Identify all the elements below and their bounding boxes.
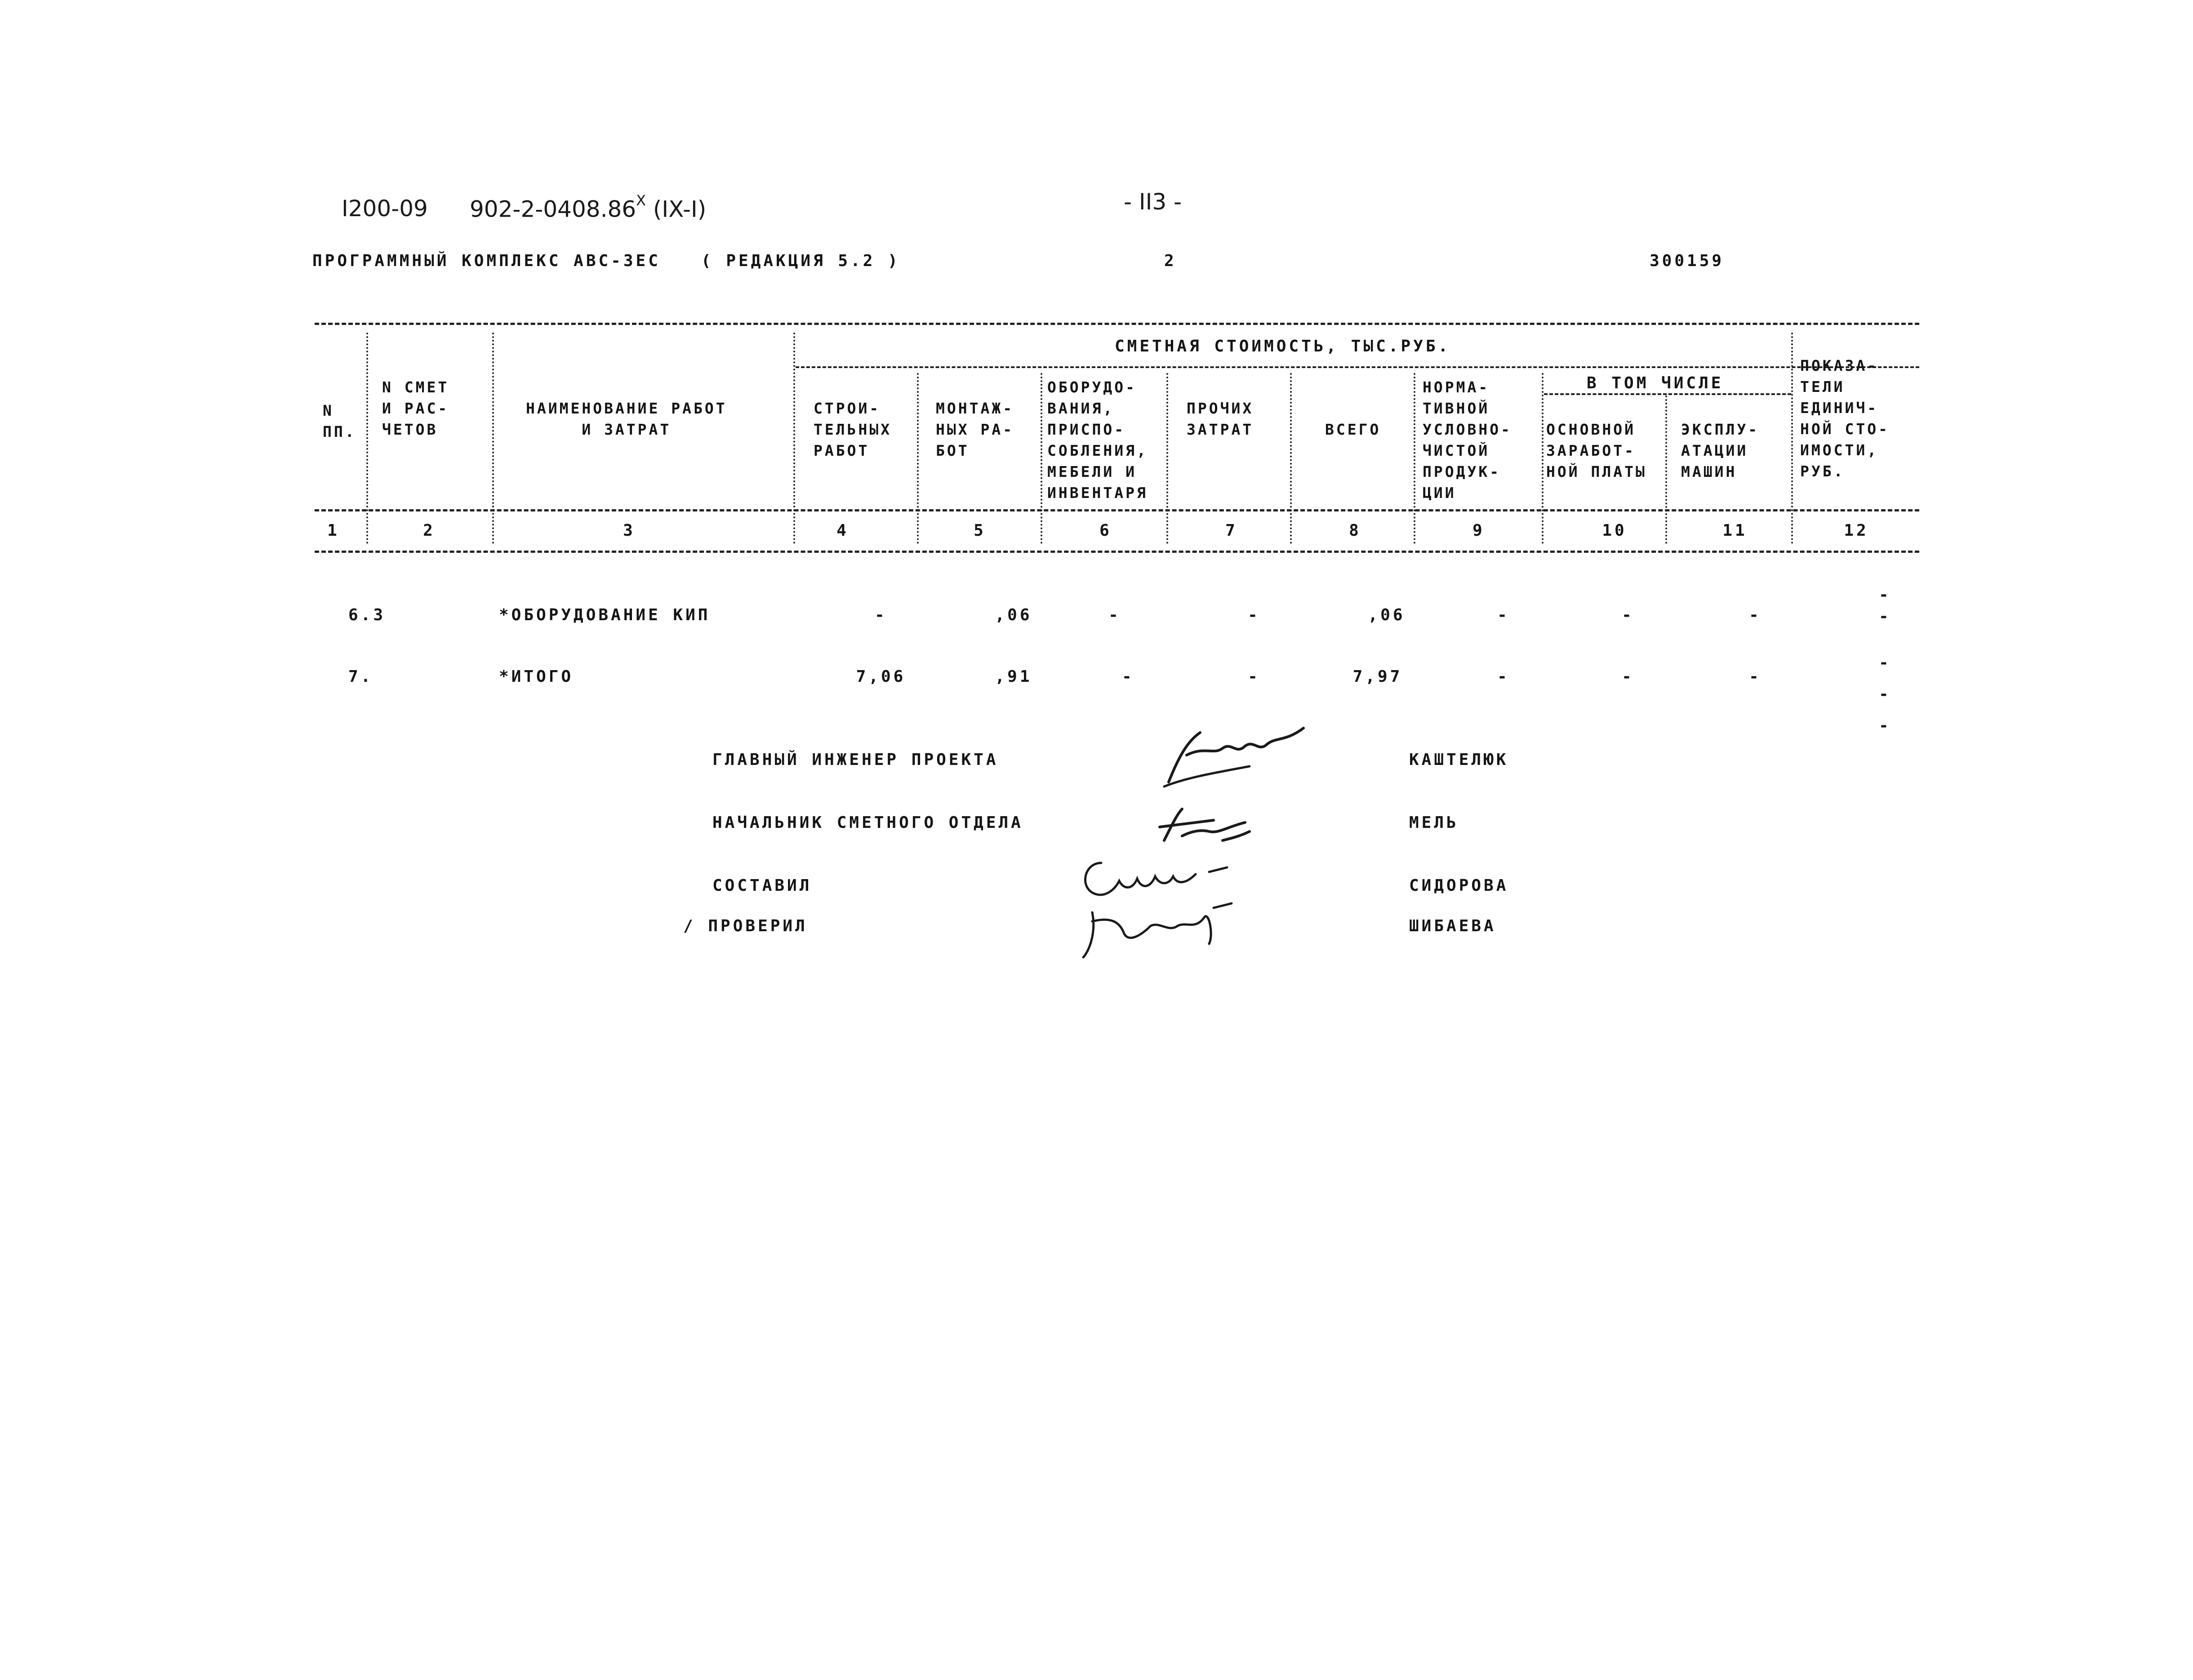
col-header-7: ПРОЧИХ ЗАТРАТ [1187, 400, 1254, 438]
table-top-rule [315, 323, 1919, 325]
project-code-main: 902-2-0408.86 [470, 196, 636, 222]
col-sep [1665, 396, 1667, 544]
signature-role: НАЧАЛЬНИК СМЕТНОГО ОТДЕЛА [712, 813, 1023, 832]
header-bottom-rule [315, 509, 1919, 511]
row-other: - [1248, 667, 1260, 686]
signature-name: СИДОРОВА [1409, 876, 1509, 895]
col-header-3: НАИМЕНОВАНИЕ РАБОТ И ЗАТРАТ [526, 400, 727, 438]
project-code-suffix: (IX-I) [653, 196, 707, 222]
col-number: 3 [623, 521, 636, 540]
software-name: ПРОГРАММНЫЙ КОМПЛЕКС АВС-ЗЕС [312, 252, 661, 270]
col-number: 1 [327, 521, 340, 540]
handwritten-signature [1160, 724, 1312, 791]
col-sep [1414, 373, 1415, 544]
col-number: 6 [1099, 521, 1112, 540]
col-header-8: ВСЕГО [1325, 421, 1381, 438]
project-code [470, 192, 707, 222]
col-sep [366, 333, 368, 544]
signature-role: СОСТАВИЛ [712, 876, 812, 895]
col-number: 7 [1225, 521, 1238, 540]
signature-role: / ПРОВЕРИЛ [683, 917, 808, 935]
col-sep [1041, 373, 1042, 544]
signature-name: ШИБАЕВА [1409, 917, 1496, 935]
subgroup-rule [1544, 393, 1791, 395]
col-number: 10 [1602, 521, 1627, 540]
row-equipment: - [1122, 667, 1134, 686]
row-construction: 7,06 [856, 667, 906, 686]
col-header-11: ЭКСПЛУ- АТАЦИИ МАШИН [1681, 421, 1760, 480]
col-sep [1791, 333, 1793, 544]
row-equipment: - [1108, 606, 1121, 624]
row-number: 7. [348, 667, 374, 686]
group-rule [796, 366, 1919, 368]
row-machines: - [1749, 667, 1762, 686]
row-installation: ,91 [995, 667, 1032, 686]
col-header-9: НОРМА- ТИВНОЙ УСЛОВНО- ЧИСТОЙ ПРОДУК- ЦИИ [1423, 378, 1512, 502]
row-unit-cost: - - - [1879, 653, 1891, 735]
row-wages: - [1622, 606, 1634, 624]
row-net-output: - [1497, 606, 1510, 624]
edition: ( РЕДАКЦИЯ 5.2 ) [701, 252, 900, 270]
group-header: СМЕТНАЯ СТОИМОСТЬ, ТЫС.РУБ. [1115, 337, 1451, 356]
doc-code: I200-09 [342, 196, 428, 222]
row-installation: ,06 [995, 606, 1032, 624]
signature-role: ГЛАВНЫЙ ИНЖЕНЕР ПРОЕКТА [712, 751, 999, 769]
signature-name: МЕЛЬ [1409, 813, 1459, 832]
col-header-1: N ПП. [323, 402, 356, 440]
col-sep [1290, 373, 1292, 544]
handwritten-signature [1155, 804, 1254, 854]
col-header-4: СТРОИ- ТЕЛЬНЫХ РАБОТ [814, 400, 892, 459]
col-sep [793, 333, 795, 544]
row-construction: - [875, 606, 887, 624]
row-other: - [1248, 606, 1260, 624]
row-total: 7,97 [1352, 667, 1403, 686]
col-number: 8 [1349, 521, 1361, 540]
col-sep [1542, 373, 1544, 544]
handwritten-signature [1074, 854, 1272, 962]
col-sep [1166, 373, 1168, 544]
row-number: 6.3 [348, 606, 386, 624]
project-code-sup: X [636, 192, 646, 209]
col-sep [492, 333, 494, 544]
col-sep [917, 373, 919, 544]
row-name: *ИТОГО [499, 667, 574, 686]
col-header-12: ПОКАЗА- ТЕЛИ ЕДИНИЧ- НОЙ СТО- ИМОСТИ, РУБ. [1800, 357, 1890, 480]
row-net-output: - [1497, 667, 1510, 686]
col-number: 4 [836, 521, 849, 540]
col-header-2: N СМЕТ И РАС- ЧЕТОВ [382, 378, 449, 438]
col-header-5: МОНТАЖ- НЫХ РА- БОТ [936, 400, 1014, 459]
col-header-6: ОБОРУДО- ВАНИЯ, ПРИСПО- СОБЛЕНИЯ, МЕБЕЛИ И ИНВЕНТАРЯ [1047, 378, 1148, 502]
row-unit-cost: - - [1879, 586, 1891, 626]
row-total: ,06 [1368, 606, 1406, 624]
col-number: 5 [974, 521, 986, 540]
column-numbers-rule [315, 551, 1919, 553]
col-number: 2 [423, 521, 436, 540]
signature-name: КАШТЕЛЮК [1409, 751, 1509, 769]
col-header-10: ОСНОВНОЙ ЗАРАБОТ- НОЙ ПЛАТЫ [1546, 421, 1647, 480]
col-number: 9 [1472, 521, 1485, 540]
col-number: 12 [1844, 521, 1869, 540]
subgroup-header: В ТОМ ЧИСЛЕ [1587, 374, 1724, 392]
col-number: 11 [1722, 521, 1748, 540]
row-machines: - [1749, 606, 1762, 624]
row-name: *ОБОРУДОВАНИЕ КИП [499, 606, 711, 624]
row-wages: - [1622, 667, 1634, 686]
sheet-number: 2 [1164, 252, 1177, 270]
page-number: - II3 - [1124, 189, 1182, 215]
doc-number: 300159 [1650, 252, 1725, 270]
